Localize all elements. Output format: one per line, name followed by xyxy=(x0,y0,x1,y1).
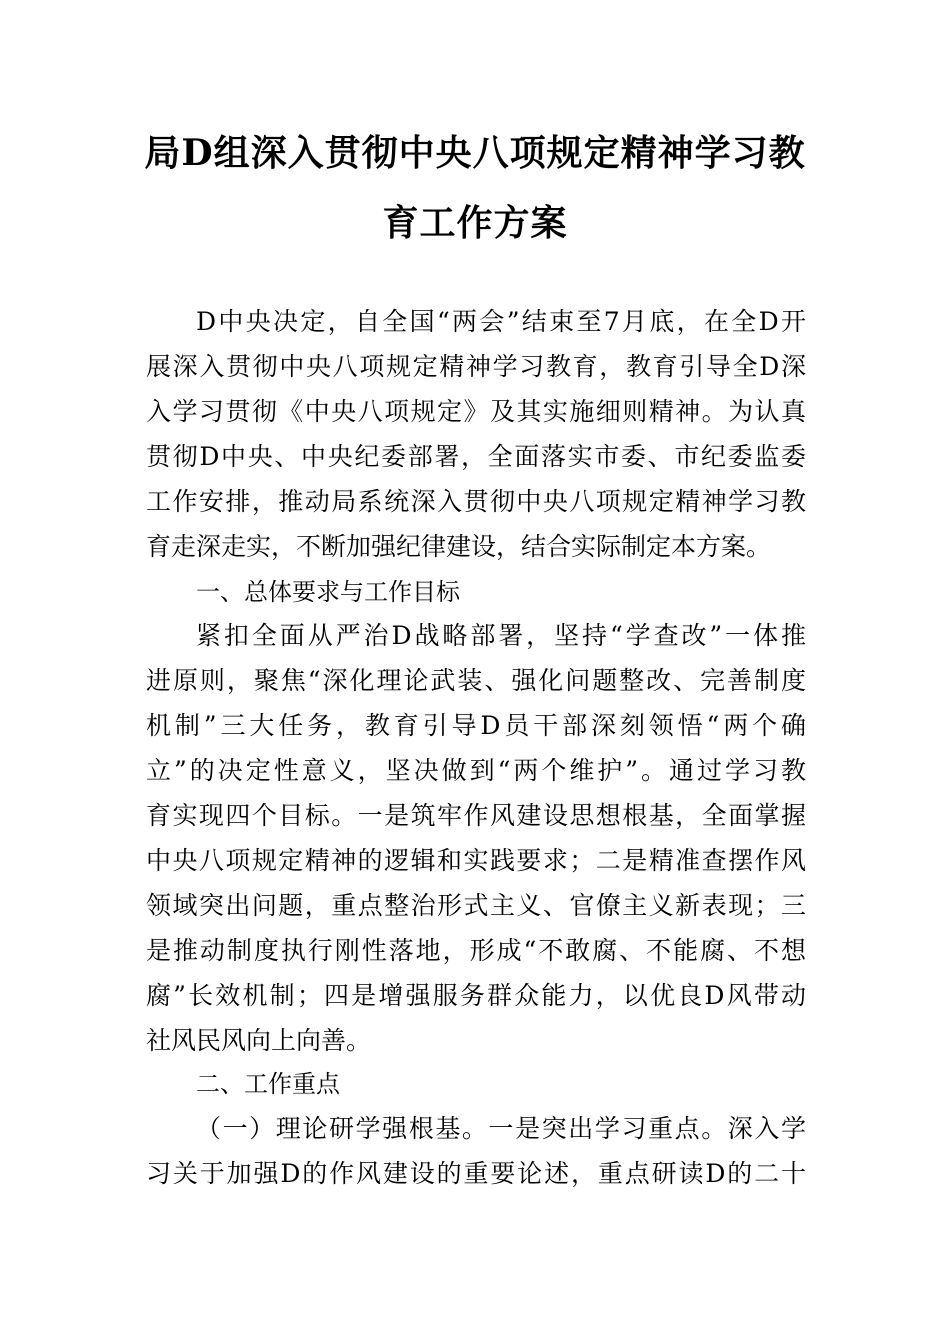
intro-line: 育走深走实，不断加强纪律建设，结合实际制定本方案。 xyxy=(146,532,772,561)
intro-line: D中央决定，自全国“两会”结束至7月底，在全D开 xyxy=(196,307,806,336)
document-title-line-1: 局D组深入贯彻中央八项规定精神学习教 xyxy=(144,132,806,174)
intro-line: 贯彻D中央、中央纪委部署，全面落实市委、市纪委监委 xyxy=(146,442,806,471)
section1-line: 社风民风向上向善。 xyxy=(146,1026,372,1055)
section1-line: 立”的决定性意义，坚决做到“两个维护”。通过学习教 xyxy=(146,756,806,785)
document-title-line-2: 育工作方案 xyxy=(382,202,568,244)
intro-line: 展深入贯彻中央八项规定精神学习教育，教育引导全D深 xyxy=(146,352,806,381)
section2-line: （一）理论研学强根基。一是突出学习重点。深入学 xyxy=(196,1114,806,1143)
section1-line: 中央八项规定精神的逻辑和实践要求；二是精准查摆作风 xyxy=(146,846,806,875)
section1-line: 领域突出问题，重点整治形式主义、官僚主义新表现；三 xyxy=(146,891,806,920)
section1-line: 是推动制度执行刚性落地，形成“不敢腐、不能腐、不想 xyxy=(146,936,806,965)
section1-line: 育实现四个目标。一是筑牢作风建设思想根基，全面掌握 xyxy=(146,801,806,830)
section1-line: 腐”长效机制；四是增强服务群众能力，以优良D风带动 xyxy=(146,981,806,1010)
section2-line: 习关于加强D的作风建设的重要论述，重点研读D的二十 xyxy=(146,1159,806,1188)
section-heading-2: 二、工作重点 xyxy=(196,1070,340,1098)
section1-line: 紧扣全面从严治D战略部署，坚持“学查改”一体推 xyxy=(196,621,806,650)
intro-line: 入学习贯彻《中央八项规定》及其实施细则精神。为认真 xyxy=(146,397,806,426)
intro-line: 工作安排，推动局系统深入贯彻中央八项规定精神学习教 xyxy=(146,487,806,516)
section-heading-1: 一、总体要求与工作目标 xyxy=(196,578,460,606)
section1-line: 机制”三大任务，教育引导D员干部深刻领悟“两个确 xyxy=(146,711,806,740)
section1-line: 进原则，聚焦“深化理论武装、强化问题整改、完善制度 xyxy=(146,666,806,695)
